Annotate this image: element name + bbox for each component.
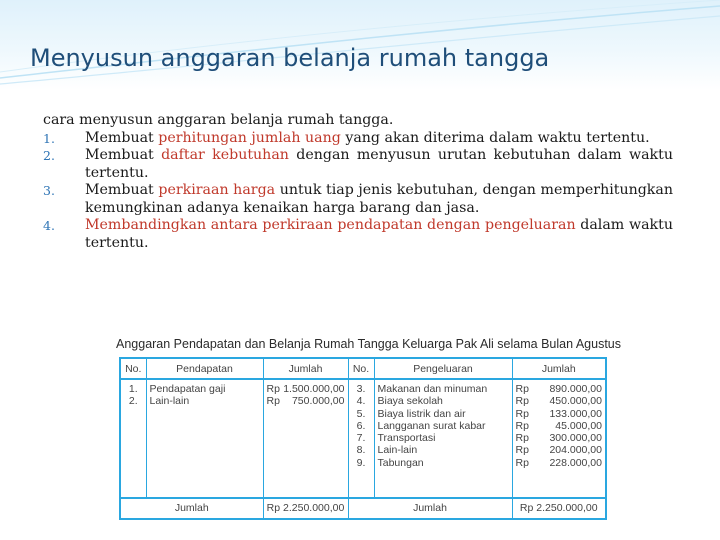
cell-text: 8. — [356, 444, 366, 457]
amount-value: 133.000,00 — [549, 407, 602, 420]
step-text: Membuat — [85, 147, 162, 163]
amount-line — [267, 383, 345, 395]
list-item — [43, 147, 673, 182]
currency: Rp — [515, 432, 529, 445]
cell-text: 2. — [128, 395, 138, 408]
table-header-row — [120, 358, 606, 379]
col-header-amount: Jumlah — [263, 358, 348, 379]
step-highlight: daftar kebutuhan — [161, 147, 289, 163]
cell-text: 7. — [356, 432, 366, 445]
col-header-expense: Pengeluaran — [374, 358, 512, 379]
step-text: yang akan diterima dalam waktu tertentu. — [340, 129, 650, 146]
amount-line — [267, 395, 345, 407]
expense-numbers-cell — [348, 379, 374, 498]
currency: Rp — [515, 407, 529, 420]
cell-text: Transportasi — [377, 432, 436, 445]
amount-value: 228.000,00 — [549, 456, 602, 469]
currency: Rp — [515, 395, 529, 408]
content-body — [43, 112, 673, 252]
step-highlight: perkiraan harga — [158, 182, 276, 198]
cell-text: 1. — [128, 383, 138, 395]
steps-list — [43, 130, 673, 253]
cell-text: Biaya listrik dan air — [377, 407, 466, 420]
step-highlight: Membandingkan antara perkiraan pendapatan dengan pengeluaran — [85, 217, 576, 233]
amount-line — [516, 408, 603, 420]
list-item — [43, 182, 673, 217]
step-number: 2. — [43, 148, 55, 163]
budget-table — [119, 357, 607, 520]
cell-text: Lain-lain — [149, 395, 190, 408]
col-header-no: No. — [120, 358, 146, 379]
step-highlight: perhitungan jumlah uang — [158, 129, 341, 146]
step-text: Membuat — [85, 182, 159, 198]
income-items-cell — [146, 379, 263, 498]
currency: Rp — [515, 419, 529, 432]
cell-text: 3. — [356, 383, 366, 395]
income-amounts-cell — [263, 379, 348, 498]
expense-items-cell — [374, 379, 512, 498]
budget-table-figure — [116, 337, 621, 521]
cell-text: Tabungan — [377, 456, 424, 469]
amount-line — [516, 383, 603, 395]
step-text: untuk tiap jenis kebutuhan, dengan memperhitungkan kemungkinan adanya kenaikan harga barang dan jasa. — [85, 182, 673, 216]
expense-total-label: Jumlah — [348, 498, 512, 519]
step-number: 4. — [43, 218, 55, 233]
currency: Rp — [266, 383, 280, 395]
slide-title: Menyusun anggaran belanja rumah tangga — [30, 44, 550, 72]
list-item — [43, 130, 673, 148]
cell-text: 4. — [356, 395, 366, 408]
table-body-row — [120, 379, 606, 498]
amount-value: 300.000,00 — [549, 432, 602, 445]
cell-text: Pendapatan gaji — [149, 383, 226, 395]
income-numbers-cell — [120, 379, 146, 498]
amount-value: 204.000,00 — [549, 444, 602, 457]
col-header-no-2: No. — [348, 358, 374, 379]
amount-value: 750.000,00 — [291, 395, 345, 408]
amount-line — [516, 395, 603, 407]
list-item — [43, 217, 673, 252]
step-text: dalam waktu tertentu. — [85, 217, 673, 251]
step-number: 3. — [43, 183, 55, 198]
cell-text: 6. — [356, 419, 366, 432]
currency: Rp — [515, 456, 529, 469]
cell-text: Makanan dan minuman — [377, 383, 488, 395]
col-header-amount-2: Jumlah — [512, 358, 606, 379]
income-total-label: Jumlah — [120, 498, 263, 519]
amount-line — [516, 444, 603, 456]
amount-line — [516, 432, 603, 444]
table-footer-row — [120, 498, 606, 519]
step-text: dengan menyusun urutan kebutuhan dalam waktu tertentu. — [85, 147, 673, 181]
amount-value: 1.500.000,00 — [283, 383, 345, 395]
intro-text: cara menyusun anggaran belanja rumah tangga. — [43, 112, 394, 128]
income-total-value: Rp 2.250.000,00 — [263, 498, 348, 519]
amount-line — [516, 420, 603, 432]
cell-text: 5. — [356, 407, 366, 420]
step-number: 1. — [43, 130, 55, 146]
cell-text: Langganan surat kabar — [377, 419, 486, 432]
amount-line — [516, 457, 603, 469]
expense-amounts-cell — [512, 379, 606, 498]
cell-text: 9. — [356, 456, 366, 469]
cell-text: Biaya sekolah — [377, 395, 443, 408]
col-header-income: Pendapatan — [146, 358, 263, 379]
currency: Rp — [515, 383, 529, 395]
amount-value: 45.000,00 — [555, 419, 602, 432]
cell-text: Lain-lain — [377, 444, 418, 457]
currency: Rp — [515, 444, 529, 457]
step-text: Membuat — [85, 129, 159, 146]
amount-value: 450.000,00 — [549, 395, 602, 408]
amount-value: 890.000,00 — [549, 383, 602, 395]
table-title: Anggaran Pendapatan dan Belanja Rumah Tangga Keluarga Pak Ali selama Bulan Agustus — [116, 337, 621, 351]
currency: Rp — [266, 395, 280, 408]
expense-total-value: Rp 2.250.000,00 — [512, 498, 606, 519]
